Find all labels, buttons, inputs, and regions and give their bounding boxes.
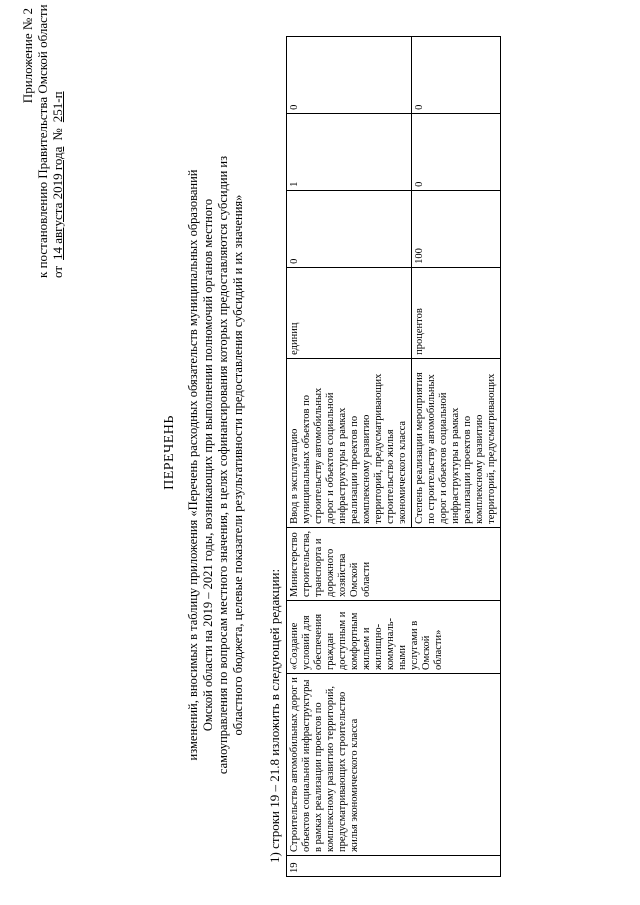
indicator-unit-cell: процентов (412, 267, 501, 358)
value-2020-cell: 1 (287, 113, 412, 190)
indicator-name-cell: Степень реализации мероприятия по строительству автомобильных дорог и объектов социальной инфраструктуры в рамках реализации проектов по комплексному развитию территорий, предусматривающих (412, 358, 501, 527)
value-2019-cell: 0 (287, 190, 412, 267)
appendix-line-2: к постановлению Правительства Омской области (35, 4, 50, 278)
row-number-cell: 19 (287, 856, 501, 877)
number-label: № (50, 128, 65, 141)
from-label: от (50, 265, 65, 278)
changes-table (286, 36, 501, 877)
indicator-name-cell: Ввод в эксплуатацию муниципальных объектов по строительству автомобильных дорог и объектов социальной инфраструктуры в рамках реализации проектов по комплексному развитию территорий, предусматривающих строительство жилья экономического класса (287, 358, 412, 527)
intro-text: 1) строки 19 – 21.8 изложить в следующей редакции: (267, 568, 282, 863)
indicator-unit-cell: единиц (287, 267, 412, 358)
value-2021-cell: 0 (412, 36, 501, 113)
appendix-signature-line (50, 8, 65, 278)
document-title: ПЕРЕЧЕНЬ (162, 415, 177, 490)
value-2019-cell: 100 (412, 190, 501, 267)
appendix-line-1: Приложение № 2 (20, 8, 35, 104)
program-task-cell: «Создание условий для обеспечения граждан доступным и комфортным жильем и жилищно-коммуналь-ными услугами в Омской области» (287, 601, 501, 674)
organization-cell: Министерство строительства, транспорта и дорожного хозяйства Омской области (287, 527, 501, 600)
resolution-date: 14 августа 2019 года (50, 146, 65, 260)
resolution-number: 251-п (50, 91, 65, 123)
obligation-name-cell: Строительство автомобильных дорог и объектов социальной инфраструктуры в рамках реализации проектов по комплексному развитию территорий, предусматривающих строительство жилья экономического класса (287, 674, 501, 856)
appendix-header (20, 4, 65, 278)
value-2020-cell: 0 (412, 113, 501, 190)
value-2021-cell: 0 (287, 36, 412, 113)
table-row (287, 36, 412, 876)
document-subtitle: изменений, вносимых в таблицу приложения «Перечень расходных обязательств муниципальных образований Омской области на 2019 – 2021 годы, возникающих при выполнении полномочий органов местного самоуправления по вопросам местного значения, в целях софинансирования которых предоставляются субсидии из областного бюджета, целевые показатели результативности предоставления субсидий и их значения» (186, 155, 245, 775)
